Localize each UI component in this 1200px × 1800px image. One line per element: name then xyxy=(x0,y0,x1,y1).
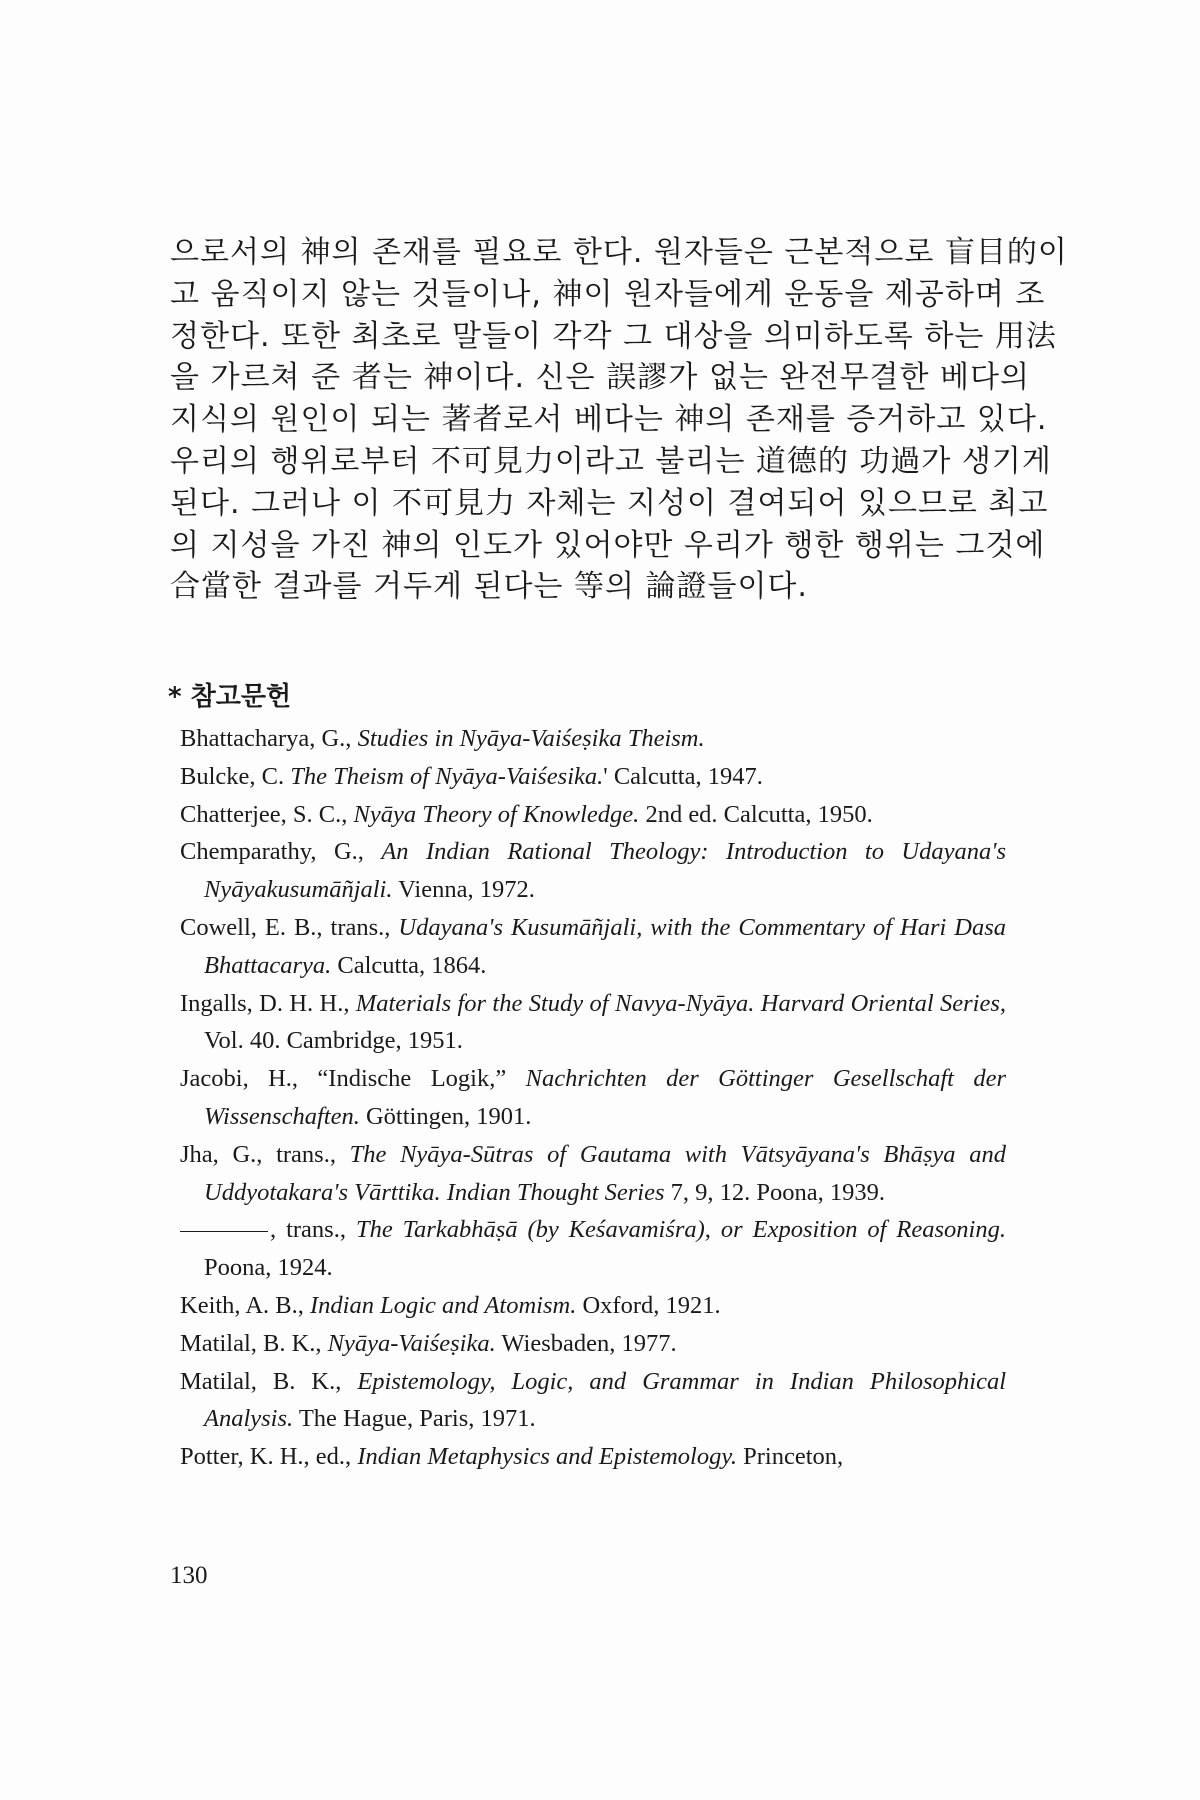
reference-author: Ingalls, D. H. H., xyxy=(180,989,356,1017)
reference-publication: Poona, 1924. xyxy=(204,1254,333,1282)
reference-publication: Oxford, 1921. xyxy=(576,1291,721,1319)
reference-entry xyxy=(180,1287,1006,1325)
reference-author: Bhattacharya, G., xyxy=(180,725,358,752)
reference-publication: Göttingen, 1901. xyxy=(359,1102,532,1130)
reference-entry xyxy=(180,720,1006,758)
reference-entry xyxy=(180,833,1006,909)
reference-entry xyxy=(180,1060,1006,1136)
reference-entry xyxy=(180,758,1006,796)
reference-entry xyxy=(180,1325,1006,1363)
reference-title: Udayana's Kusumāñjali, with the Commentary of Hari Dasa Bhattacarya. xyxy=(204,913,1006,979)
reference-entry xyxy=(180,985,1006,1061)
reference-author: Chatterjee, S. C., xyxy=(180,800,354,828)
reference-author: Jha, G., trans., xyxy=(180,1140,350,1168)
reference-publication: Vienna, 1972. xyxy=(392,876,535,904)
reference-publication: Calcutta, 1864. xyxy=(331,951,487,979)
reference-title: Indian Logic and Atomism. xyxy=(310,1291,577,1319)
reference-title: Nyāya-Vaiśeṣika. xyxy=(327,1329,496,1357)
reference-entry xyxy=(180,1363,1006,1439)
reference-entry xyxy=(180,796,1006,834)
reference-title: Epistemology, Logic, and Grammar in Indian Philosophical Analysis. xyxy=(204,1367,1007,1433)
reference-publication: The Hague, Paris, 1971. xyxy=(293,1405,536,1433)
body-line: 고 움직이지 않는 것들이나, 神이 원자들에게 운동을 제공하며 조 xyxy=(170,276,1046,312)
references-list xyxy=(180,720,1006,1476)
reference-title: The Tarkabhāṣā (by Keśavamiśra), or Exposition of Reasoning. xyxy=(355,1216,1006,1244)
reference-author: Matilal, B. K., xyxy=(180,1329,328,1357)
reference-publication: 2nd ed. Calcutta, 1950. xyxy=(639,800,873,828)
reference-entry xyxy=(180,909,1006,985)
body-line: 을 가르쳐 준 者는 神이다. 신은 誤謬가 없는 완전무결한 베다의 xyxy=(170,360,1030,396)
reference-author: Potter, K. H., ed., xyxy=(180,1443,358,1471)
reference-author: Keith, A. B., xyxy=(180,1291,310,1319)
reference-title: Materials for the Study of Navya-Nyāya. Harvard Oriental Series, xyxy=(355,989,1006,1017)
reference-publication: 7, 9, 12. Poona, 1939. xyxy=(664,1178,885,1206)
reference-title: Indian Metaphysics and Epistemology. xyxy=(357,1443,738,1471)
reference-title: Nyāya Theory of Knowledge. xyxy=(353,800,640,828)
reference-author: , trans., xyxy=(270,1216,356,1244)
reference-title: Nachrichten der Göttinger Gesellschaft der Wissenschaften. xyxy=(204,1065,1006,1130)
reference-title: The Theism of Nyāya-Vaiśesika. xyxy=(290,762,604,790)
reference-title: Studies in Nyāya-Vaiśeṣika Theism. xyxy=(357,725,705,752)
reference-title: An Indian Rational Theology: Introduction to Udayana's Nyāyakusumāñjali. xyxy=(204,838,1006,904)
body-line: 우리의 행위로부터 不可見力이라고 불리는 道德的 功過가 생기게 xyxy=(170,443,1052,479)
body-line: 정한다. 또한 최초로 말들이 각각 그 대상을 의미하도록 하는 用法 xyxy=(170,318,1057,354)
body-line-last: 合當한 결과를 거두게 된다는 等의 論證들이다. xyxy=(170,569,808,605)
body-line: 으로서의 神의 존재를 필요로 한다. 원자들은 근본적으로 盲目的이 xyxy=(170,235,1068,270)
reference-publication: ' Calcutta, 1947. xyxy=(603,762,763,790)
body-line: 된다. 그러나 이 不可見力 자체는 지성이 결여되어 있으므로 최고 xyxy=(170,485,1049,521)
ditto-dash xyxy=(180,1231,268,1232)
reference-entry xyxy=(180,1438,1006,1476)
reference-author: Cowell, E. B., trans., xyxy=(180,913,399,941)
reference-entry xyxy=(180,1136,1006,1212)
body-line: 의 지성을 가진 神의 인도가 있어야만 우리가 행한 행위는 그것에 xyxy=(170,527,1046,563)
body-text xyxy=(170,232,1068,608)
reference-author: Jacobi, H., “Indische Logik,” xyxy=(180,1065,526,1093)
reference-title: The Nyāya-Sūtras of Gautama with Vātsyāyana's Bhāṣya and Uddyotakara's Vārttika. Indian Thought Series xyxy=(204,1140,1006,1206)
reference-publication: Princeton, xyxy=(737,1443,844,1471)
reference-publication: Vol. 40. Cambridge, 1951. xyxy=(204,1027,463,1055)
reference-entry xyxy=(180,1211,1006,1287)
reference-publication: Wiesbaden, 1977. xyxy=(495,1329,677,1357)
reference-author: Matilal, B. K., xyxy=(180,1367,358,1395)
body-line: 지식의 원인이 되는 著者로서 베다는 神의 존재를 증거하고 있다. xyxy=(170,402,1048,438)
references-heading: * 참고문헌 xyxy=(168,682,292,712)
reference-author: Chemparathy, G., xyxy=(180,838,382,866)
reference-author: Bulcke, C. xyxy=(180,762,291,790)
page-number: 130 xyxy=(170,1562,208,1589)
